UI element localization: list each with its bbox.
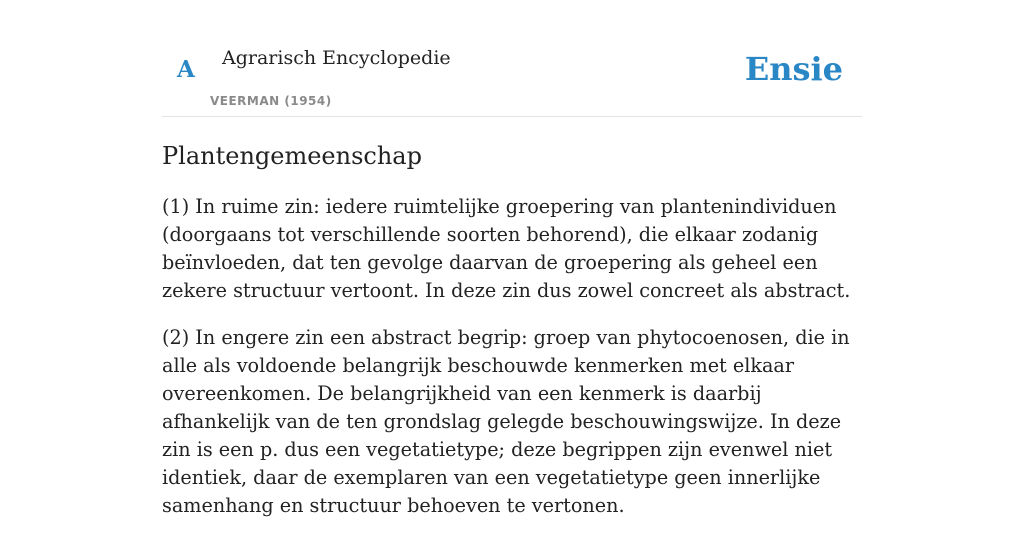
entry-body [162,193,862,520]
definition-paragraph-1: (1) In ruime zin: iedere ruimtelijke groepering van plantenindividuen (doorgaans tot verschillende soorten behorend), die elkaar zodanig beïnvloeden, dat ten gevolge daarvan de groepering als geheel een zekere structuur vertoont. In deze zin dus zowel concreet als abstract. [162,195,851,302]
source-logo[interactable]: A [177,56,195,83]
source-author: VEERMAN (1954) [210,94,332,108]
page-container [162,0,862,539]
source-header [162,0,862,117]
definition-paragraph-2: (2) In engere zin een abstract begrip: groep van phytocoenosen, die in alle als voldoende belangrijk beschouwde kenmerken met elkaar overeenkomen. De belangrijkheid van een kenmerk is daarbij afhankelijk van de ten grondslag gelegde beschouwingswijze. In deze zin is een p. dus een vegetatietype; deze begrippen zijn evenwel niet identiek, daar de exemplaren van een vegetatietype geen innerlijke samenhang en structuur behoeven te vertonen. [162,326,850,517]
ensie-logo[interactable]: Ensie [744,50,843,88]
source-title[interactable]: Agrarisch Encyclopedie [222,47,451,69]
page-title: Plantengemeenschap [162,142,422,170]
